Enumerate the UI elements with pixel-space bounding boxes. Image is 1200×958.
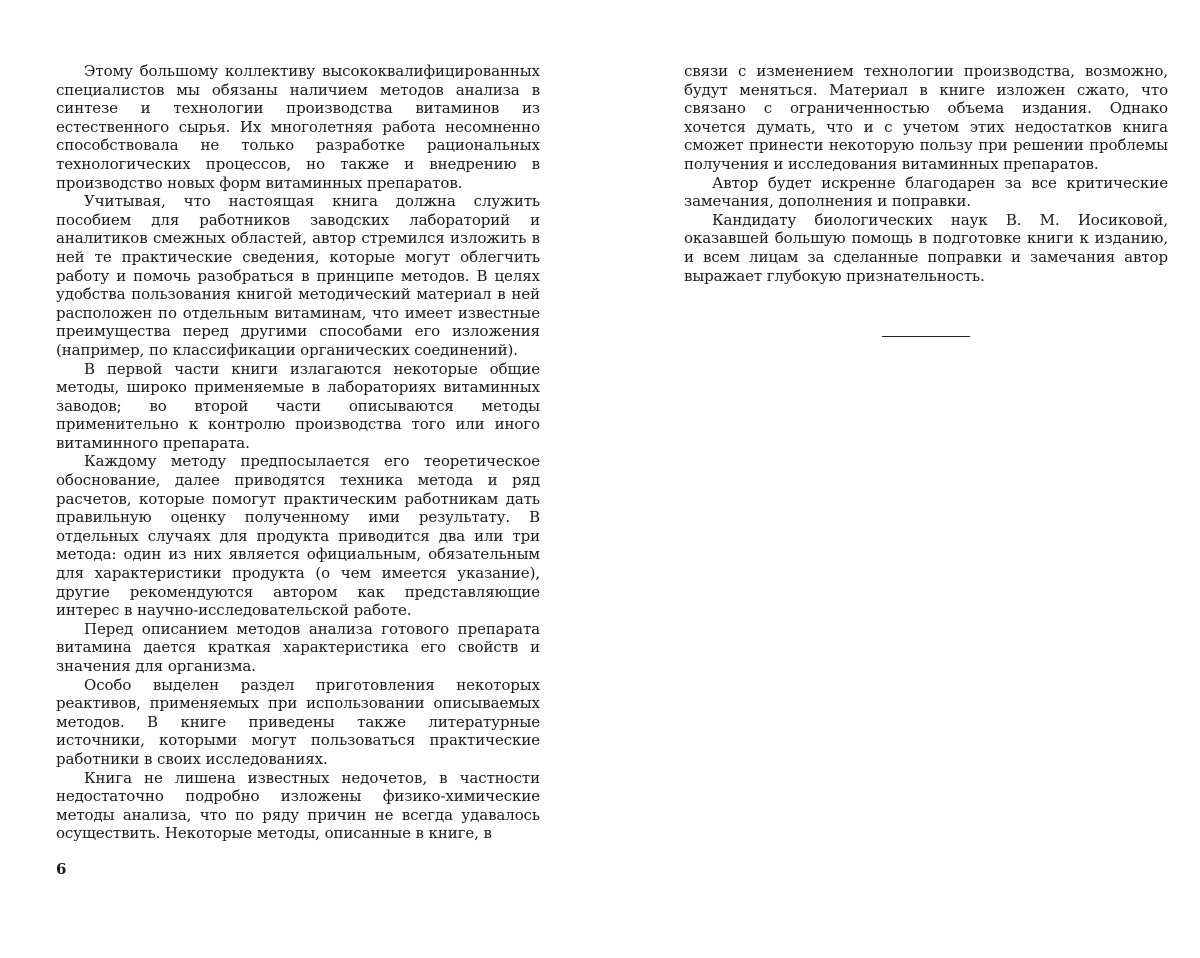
left-page [56, 62, 540, 843]
right-paragraph-2: Автор будет искренне благодарен за все критические замечания, дополнения и поправки. [684, 173, 1168, 211]
left-paragraph-2: Учитывая, что настоящая книга должна служить пособием для работников заводских лабораторий и аналитиков смежных областей, автор стремился изложить в ней те практические сведения, которые могут облегчить работу и помочь разобраться в принципе методов. В целях удобства пользования книгой методический материал в ней расположен по отдельным витаминам, что имеет известные преимущества перед другими способами его изложения (например, по классификации органических соединений). [56, 192, 540, 359]
left-paragraph-7: Книга не лишена известных недочетов, в частности недостаточно подробно изложены физико-химические методы анализа, что по ряду причин не всегда удавалось осуществить. Некоторые методы, описанные в книге, в [56, 768, 540, 843]
left-paragraph-3: В первой части книги излагаются некоторые общие методы, широко применяемые в лабораториях витаминных заводов; во второй части описываются методы применительно к контролю производства того или иного витаминного препарата. [56, 359, 540, 452]
right-paragraph-1: связи с изменением технологии производства, возможно, будут меняться. Материал в книге изложен сжато, что связано с ограниченностью объема издания. Однако хочется думать, что и с учетом этих недостатков книга сможет принести некоторую пользу при решении проблемы получения и исследования витаминных препаратов. [684, 62, 1168, 173]
left-paragraph-4: Каждому методу предпосылается его теоретическое обоснование, далее приводятся техника метода и ряд расчетов, которые помогут практическим работникам дать правильную оценку полученному ими результату. В отдельных случаях для продукта приводится два или три метода: один из них является официальным, обязательным для характеристики продукта (о чем имеется указание), другие рекомендуются автором как представляющие интерес в научно-исследовательской работе. [56, 452, 540, 620]
left-paragraph-5: Перед описанием методов анализа готового препарата витамина дается краткая характеристика его свойств и значения для организма. [56, 619, 540, 675]
right-page [684, 62, 1168, 285]
page-number: 6 [56, 860, 67, 878]
section-end-rule [882, 336, 970, 337]
right-paragraph-3: Кандидату биологических наук В. М. Иосиковой, оказавшей большую помощь в подготовке книги к изданию, и всем лицам за сделанные поправки и замечания автор выражает глубокую признательность. [684, 210, 1168, 285]
left-paragraph-1: Этому большому коллективу высококвалифицированных специалистов мы обязаны наличием методов анализа в синтезе и технологии производства витаминов из естественного сырья. Их многолетняя работа несомненно способствовала не только разработке рациональных технологических процессов, но также и внедрению в производство новых форм витаминных препаратов. [56, 62, 540, 192]
left-paragraph-6: Особо выделен раздел приготовления некоторых реактивов, применяемых при использовании описываемых методов. В книге приведены также литературные источники, которыми могут пользоваться практические работники в своих исследованиях. [56, 675, 540, 768]
